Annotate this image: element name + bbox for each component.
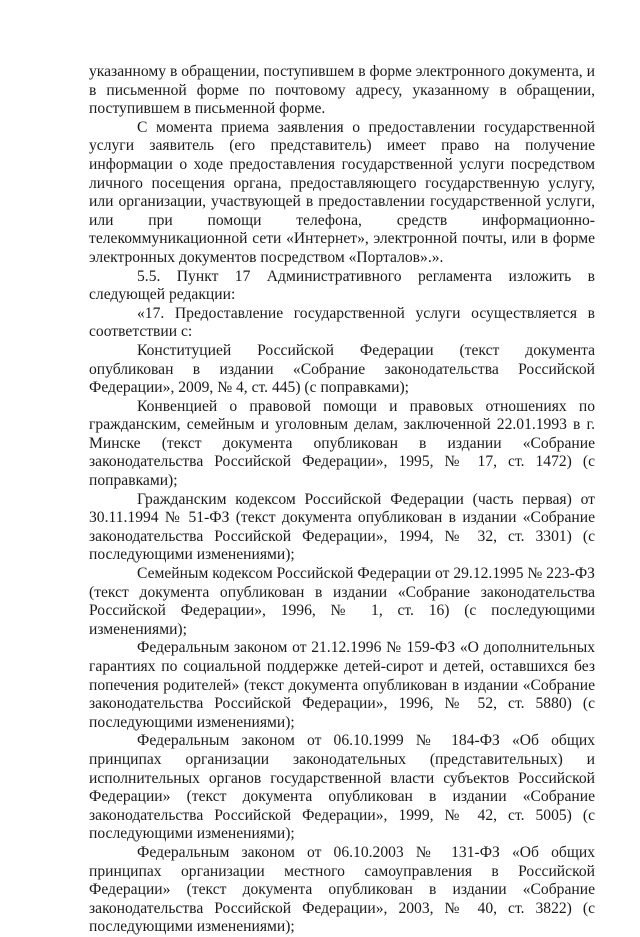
paragraph-item-17: «17. Предоставление государственной услуги осуществляется в соответствии с: xyxy=(89,304,595,341)
paragraph-constitution: Конституцией Российской Федерации (текст документа опубликован в издании «Собрание законодательства Российской Федерации», 2009, № 4, ст. 445) (с поправками); xyxy=(89,341,595,397)
document-page xyxy=(89,63,595,937)
paragraph-continuation: указанному в обращении, поступившем в форме электронного документа, и в письменной форме по почтовому адресу, указанному в обращении, поступившем в письменной форме. xyxy=(89,63,595,118)
paragraph-clause-5-5: 5.5. Пункт 17 Административного регламента изложить в следующей редакции: xyxy=(89,267,595,304)
paragraph-convention: Конвенцией о правовой помощи и правовых отношениях по гражданским, семейным и уголовным делам, заключенной 22.01.1993 в г. Минске (текст документа опубликован в издании «Собрание законодательства Российской Федерации», 1995, № 17, ст. 1472) (с поправками); xyxy=(89,397,595,490)
paragraph-status-info: С момента приема заявления о предоставлении государственной услуги заявитель (его представитель) имеет право на получение информации о ходе предоставления государственной услуги посредством личного посещения органа, предоставляющего государственную услугу, или организации, участвующей в предоставлении государственной услуги, или при помощи телефона, средств информационно-телекоммуникационной сети «Интернет», электронной почты, или в форме электронных документов посредством «Порталов».». xyxy=(89,118,595,266)
paragraph-law-184: Федеральным законом от 06.10.1999 № 184-ФЗ «Об общих принципах организации законодательных (представительных) и исполнительных органов государственной власти субъектов Российской Федерации» (текст документа опубликован в издании «Собрание законодательства Российской Федерации», 1999, № 42, ст. 5005) (с последующими изменениями); xyxy=(89,732,595,843)
paragraph-family-code: Семейным кодексом Российской Федерации от 29.12.1995 № 223-ФЗ (текст документа опубликован в издании «Собрание законодательства Российской Федерации», 1996, № 1, ст. 16) (с последующими изменениями); xyxy=(89,565,595,638)
paragraph-law-131: Федеральным законом от 06.10.2003 № 131-ФЗ «Об общих принципах организации местного самоуправления в Российской Федерации» (текст документа опубликован в издании «Собрание законодательства Российской Федерации», 2003, № 40, ст. 3822) (с последующими изменениями); xyxy=(89,843,595,936)
paragraph-civil-code: Гражданским кодексом Российской Федерации (часть первая) от 30.11.1994 № 51-ФЗ (текст документа опубликован в издании «Собрание законодательства Российской Федерации», 1994, № 32, ст. 3301) (с последующими изменениями); xyxy=(89,490,595,564)
paragraph-law-159: Федеральным законом от 21.12.1996 № 159-ФЗ «О дополнительных гарантиях по социальной поддержке детей-сирот и детей, оставшихся без попечения родителей» (текст документа опубликован в издании «Собрание законодательства Российской Федерации», 1996, № 52, ст. 5880) (с последующими изменениями); xyxy=(89,639,595,731)
